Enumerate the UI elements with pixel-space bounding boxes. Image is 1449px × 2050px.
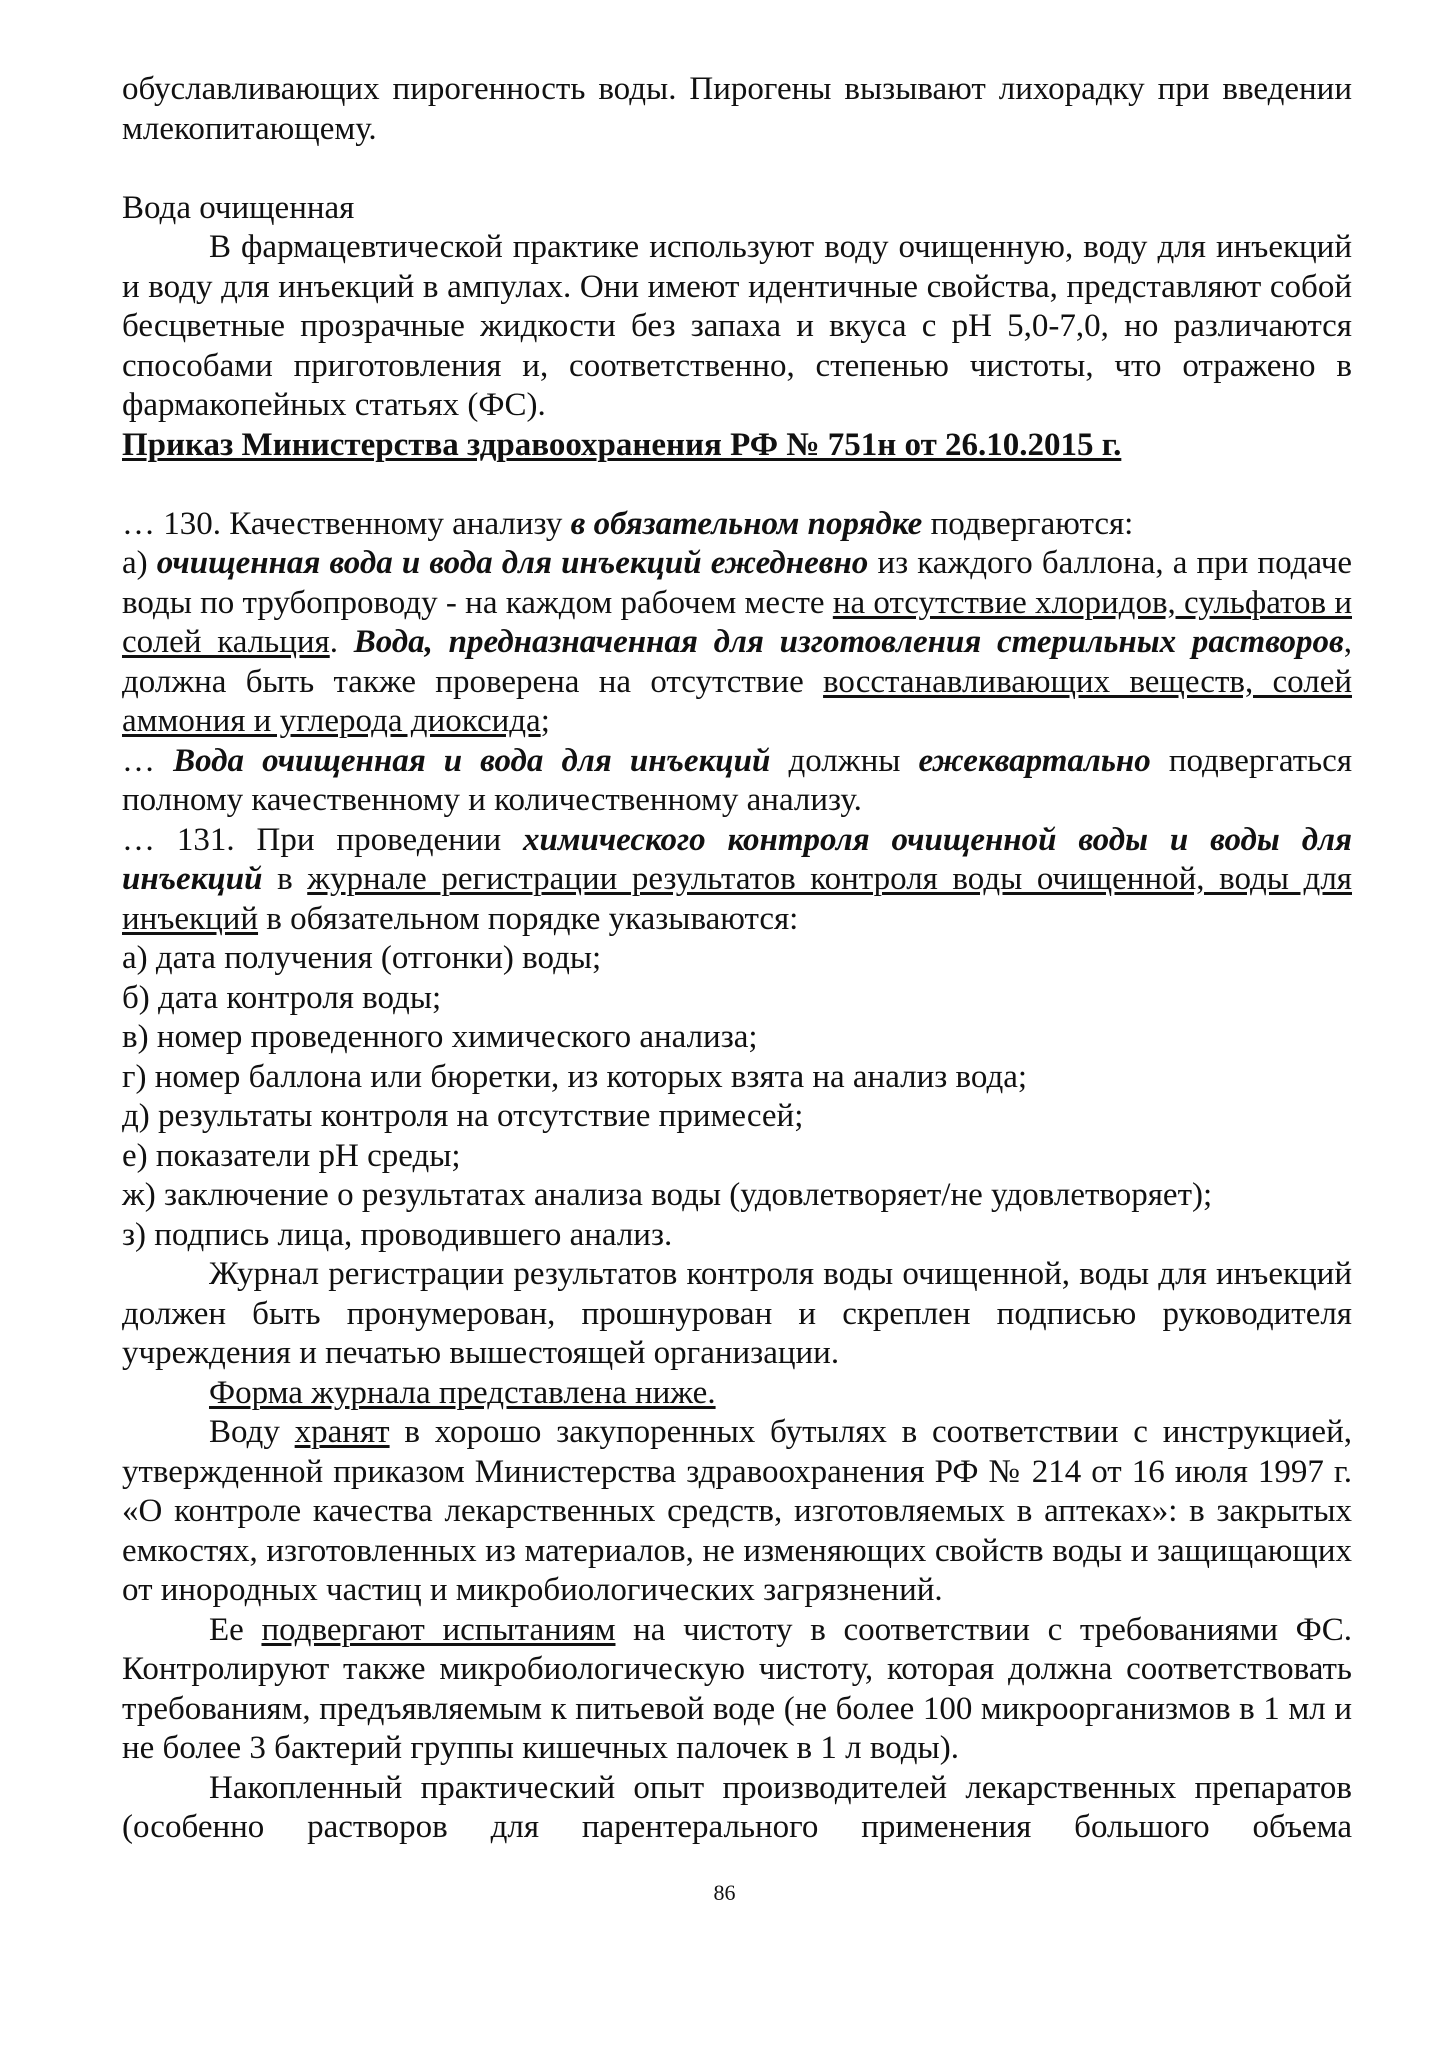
item-130-q-emphasis: Вода очищенная и вода для инъекций [173,742,771,779]
purified-water-paragraph: В фармацевтической практике используют воду очищенную, воду для инъекций и воду для инъекций в ампулах. Они имеют идентичные свойства, представляют собой бесцветные прозрачные жидкости без запаха и вкуса с pH 5,0-7,0, но различаются способами приготовления и, соответственно, степенью чистоты, что отражено в фармакопейных статьях (ФС). [122,229,1352,423]
item-130-lead-end: подвергаются: [922,505,1134,542]
item-130-q-text-2: подвергаться полному качественному и количественному анализу. [122,742,1352,818]
storage-underline: хранят [294,1414,390,1450]
item-130-a-emphasis: очищенная вода и вода для инъекций ежедневно [156,545,869,581]
item-130-lead [122,505,1352,545]
item-130-a-underline-2: восстанавливающих веществ, солей аммония и углерода диоксида [122,663,1352,739]
testing-underline: подвергают испытаниям [261,1611,616,1648]
item-131-lead-underline: журнале регистрации результатов контроля воды очищенной, воды для инъекций [122,861,1352,937]
item-131-lead-end: в обязательном порядке указываются: [258,900,799,937]
storage-after: в хорошо закупоренных бутылях в соответствии с инструкцией, утвержденной приказом Министерства здравоохранения РФ № 214 от 16 июля 1997 г. «О контроле качества лекарственных средств, изготовляемых в аптеках»: в закрытых емкостях, изготовленных из материалов, не изменяющих свойств воды и защищающих от инородных частиц и микробиологических загрязнений. [122,1414,1352,1608]
list-item: е) показатели pH среды; [122,1137,461,1174]
item-130-a [122,544,1352,742]
document-page [122,70,1352,1848]
section-title: Вода очищенная [122,189,355,226]
item-130-a-emphasis-2: Вода, предназначенная для изготовления стерильных растворов [353,624,1344,660]
storage-paragraph [122,1413,1352,1611]
item-130-quarterly [122,742,1352,821]
list-item: д) результаты контроля на отсутствие примесей; [122,1098,804,1134]
item-131-lead-emphasis: химического контроля очищенной воды и воды для инъекций [122,821,1353,897]
form-note [122,1374,1352,1414]
item-130-q-prefix: … [122,742,174,779]
list-item: ж) заключение о результатах анализа воды (удовлетворяет/не удовлетворяет); [122,1177,1213,1213]
order-heading: Приказ Министерства здравоохранения РФ № 751н от 26.10.2015 г. [122,426,1122,463]
intro-paragraph: обуславливающих пирогенность воды. Пирогены вызывают лихорадку при введении млекопитающему. [122,71,1352,147]
list-item: з) подпись лица, проводившего анализ. [122,1216,673,1253]
item-131-lead-text: … 131. При проведении [122,821,524,858]
list-item: г) номер баллона или бюретки, из которых взята на анализ вода; [122,1058,1028,1095]
item-131-lead [122,821,1352,940]
item-131-list [122,939,1352,1255]
item-130-a-text-2: , должна быть также проверена на отсутствие [122,624,1352,700]
item-130-a-dot: . [329,624,354,660]
list-item: а) дата получения (отгонки) воды; [122,940,602,976]
item-130-a-end: ; [540,703,550,739]
item-130-q-emphasis-2: ежеквартально [918,742,1151,779]
list-item: в) номер проведенного химического анализа; [122,1019,758,1055]
journal-paragraph: Журнал регистрации результатов контроля воды очищенной, воды для инъекций должен быть пронумерован, прошнурован и скреплен подписью руководителя учреждения и печатью вышестоящей организации. [122,1256,1352,1371]
page-number: 86 [713,1880,736,1905]
item-130-a-prefix: а) [122,545,157,581]
testing-paragraph [122,1611,1352,1769]
spacer [122,465,1352,505]
item-131-lead-mid: в [262,861,308,897]
storage-before: Воду [209,1414,295,1450]
item-130-q-text: должны [770,742,919,779]
item-130-a-underline: на отсутствие хлоридов, сульфатов и солей кальция [122,584,1352,660]
item-130-a-text: из каждого баллона, а при подаче воды по трубопроводу - на каждом рабочем месте [122,545,1353,621]
testing-before: Ее [209,1611,262,1648]
experience-paragraph: Накопленный практический опыт производителей лекарственных препаратов (особенно растворов для парентерального применения большого объема [122,1769,1352,1845]
item-130-lead-emphasis: в обязательном порядке [570,505,923,542]
item-130-lead-text: … 130. Качественному анализу [122,505,571,542]
list-item: б) дата контроля воды; [122,979,442,1016]
form-note-text: Форма журнала представлена ниже. [209,1374,716,1411]
testing-after: на чистоту в соответствии с требованиями ФС. Контролируют также микробиологическую чистоту, которая должна соответствовать требованиям, предъявляемым к питьевой воде (не более 100 микроорганизмов в 1 мл и не более 3 бактерий группы кишечных палочек в 1 л воды). [122,1611,1352,1766]
spacer [122,149,1352,189]
